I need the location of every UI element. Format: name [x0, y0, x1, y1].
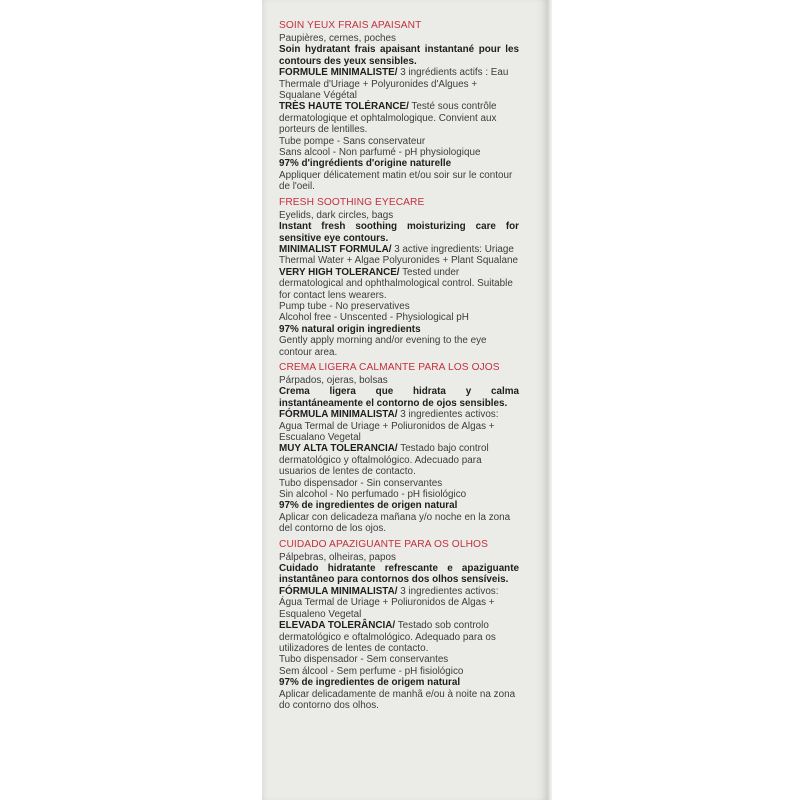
free-from: Sin alcohol - No perfumado - pH fisiológico	[279, 489, 467, 501]
tolerance	[279, 267, 519, 301]
formula-text: 3 ingrédients actifs : Eau Thermale d'Uriage + Polyuronides d'Algues + Squalane Végétal	[279, 67, 509, 102]
natural-origin: 97% de ingredientes de origen natural	[279, 500, 458, 512]
natural-origin: 97% natural origin ingredients	[279, 323, 421, 335]
formula-label: FÓRMULA MINIMALISTA/	[279, 409, 398, 421]
claim: Soin hydratant frais apaisant instantané pour les contours des yeux sensibles.	[279, 44, 519, 67]
free-from: Alcohol free - Unscented - Physiological pH	[279, 312, 469, 324]
formula-label: MINIMALIST FORMULA/	[279, 243, 392, 255]
label-text-block	[279, 20, 519, 715]
section-spanish	[279, 362, 519, 535]
tolerance-label: MUY ALTA TOLERANCIA/	[279, 443, 398, 455]
claim: Crema ligera que hidrata y calma instantáneamente el contorno de ojos sensibles.	[279, 386, 519, 409]
tolerance-text: Tested under dermatological and ophthalmological control. Suitable for contact lens wearers.	[279, 266, 513, 301]
concerns: Párpados, ojeras, bolsas	[279, 374, 388, 386]
formula-text: 3 ingredientes activos: Agua Termal de Uriage + Poliuronidos de Algas + Escualano Vegetal	[279, 409, 499, 443]
usage: Aplicar delicadamente de manhã e/ou à noite na zona do contorno dos olhos.	[279, 688, 516, 711]
tolerance	[279, 101, 519, 135]
box-edge	[548, 0, 552, 800]
free-from: Sans alcool - Non parfumé - pH physiologique	[279, 147, 481, 159]
formula	[279, 409, 519, 443]
formula	[279, 67, 519, 101]
concerns: Eyelids, dark circles, bags	[279, 209, 394, 221]
natural-origin: 97% de ingredientes de origem natural	[279, 677, 461, 689]
tolerance-label: TRÈS HAUTE TOLÉRANCE/	[279, 101, 409, 113]
section-french	[279, 20, 519, 193]
tolerance-text: Testado bajo control dermatológico y oftalmológico. Adecuado para usuarios de lentes de contacto.	[279, 443, 489, 478]
packaging: Pump tube - No preservatives	[279, 300, 410, 312]
packaging: Tubo dispensador - Sem conservantes	[279, 654, 449, 666]
formula	[279, 244, 519, 267]
usage: Appliquer délicatement matin et/ou soir sur le contour de l'oeil.	[279, 169, 513, 193]
tolerance	[279, 443, 519, 477]
section-title: CREMA LIGERA CALMANTE PARA LOS OJOS	[279, 361, 500, 373]
packaging: Tube pompe - Sans conservateur	[279, 135, 426, 147]
usage: Gently apply morning and/or evening to the eye contour area.	[279, 335, 487, 358]
concerns: Paupières, cernes, poches	[279, 33, 396, 44]
natural-origin: 97% d'ingrédients d'origine naturelle	[279, 158, 452, 170]
usage: Aplicar con delicadeza mañana y/o noche en la zona del contorno de los ojos.	[279, 511, 511, 535]
section-title: SOIN YEUX FRAIS APAISANT	[279, 20, 422, 31]
formula	[279, 586, 519, 620]
section-portuguese	[279, 539, 519, 712]
tolerance-text: Testado sob controlo dermatológico e oftalmológico. Adequado para os utilizadores de lentes de contacto.	[279, 620, 496, 654]
tolerance-text: Testé sous contrôle dermatologique et ophtalmologique. Convient aux porteurs de lentilles.	[279, 101, 497, 136]
formula-text: 3 ingredientes activos: Água Termal de Uriage + Poliuronidos de Algas + Esqualeno Vegetal	[279, 585, 499, 620]
formula-text: 3 active ingredients: Uriage Thermal Water + Algae Polyuronides + Plant Squalane	[279, 243, 518, 267]
claim: Instant fresh soothing moisturizing care for sensitive eye contours.	[279, 221, 519, 244]
section-title: CUIDADO APAZIGUANTE PARA OS OLHOS	[279, 538, 488, 550]
formula-label: FORMULE MINIMALISTE/	[279, 67, 398, 79]
claim: Cuidado hidratante refrescante e apaziguante instantâneo para contornos dos olhos sensíveis.	[279, 563, 519, 586]
concerns: Pálpebras, olheiras, papos	[279, 551, 396, 563]
tolerance	[279, 620, 519, 654]
formula-label: FÓRMULA MINIMALISTA/	[279, 585, 398, 597]
section-english	[279, 197, 519, 358]
packaging: Tubo dispensador - Sin conservantes	[279, 477, 443, 489]
tolerance-label: VERY HIGH TOLERANCE/	[279, 266, 400, 278]
free-from: Sem álcool - Sem perfume - pH fisiológico	[279, 665, 464, 677]
tolerance-label: ELEVADA TOLERÂNCIA/	[279, 620, 396, 632]
section-title: FRESH SOOTHING EYECARE	[279, 196, 425, 208]
